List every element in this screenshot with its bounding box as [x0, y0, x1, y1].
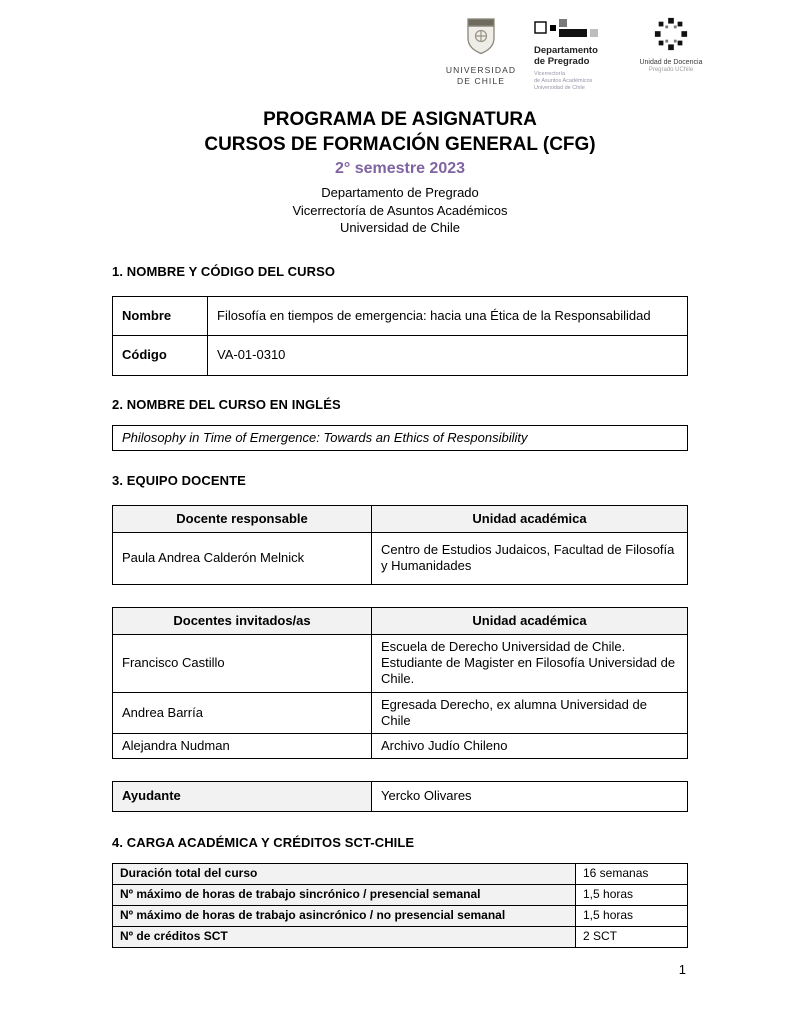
uchile-crest-icon	[464, 45, 498, 62]
course-code-value: VA-01-0310	[208, 336, 688, 375]
section-4-heading: 4. CARGA ACADÉMICA Y CRÉDITOS SCT-CHILE	[112, 834, 415, 850]
responsable-table	[112, 505, 688, 585]
ayudante-label: Ayudante	[113, 782, 372, 811]
english-course-name: Philosophy in Time of Emergence: Towards an Ethics of Responsibility	[113, 425, 688, 450]
docencia-logo	[629, 16, 713, 73]
table-header-row	[113, 607, 688, 634]
section-2-heading: 2. NOMBRE DEL CURSO EN INGLÉS	[112, 396, 341, 412]
credits-row-label: Nº máximo de horas de trabajo asincrónico / no presencial semanal	[113, 905, 576, 926]
table-row	[113, 336, 688, 375]
document-content	[112, 264, 688, 948]
table-row	[113, 926, 688, 947]
responsable-name: Paula Andrea Calderón Melnick	[113, 533, 372, 585]
semester-line: 2° semestre 2023	[334, 160, 466, 178]
invitado-name: Alejandra Nudman	[113, 734, 372, 759]
pregrado-blocks-icon	[534, 25, 600, 42]
table-row	[113, 782, 688, 811]
credits-row-value: 2 SCT	[576, 926, 688, 947]
uchile-logo-line1: UNIVERSIDAD	[445, 65, 517, 75]
pregrado-logo-title-line1: Departamento	[534, 45, 598, 56]
unidad-academica-header: Unidad académica	[372, 607, 688, 634]
credits-row-label: Nº de créditos SCT	[113, 926, 576, 947]
table-row	[113, 533, 688, 585]
document-title-line2: CURSOS DE FORMACIÓN GENERAL (CFG)	[204, 133, 596, 155]
docencia-logo-line2: Pregrado UChile	[648, 67, 694, 73]
course-name-label: Nombre	[113, 297, 208, 336]
table-row	[113, 734, 688, 759]
uchile-logo-line2: DE CHILE	[456, 76, 505, 87]
pregrado-logo	[534, 16, 616, 92]
table-row	[113, 297, 688, 336]
invitados-header: Docentes invitados/as	[113, 607, 372, 634]
title-subline-universidad: Universidad de Chile	[340, 219, 460, 235]
title-subline-departamento: Departamento de Pregrado	[321, 185, 479, 201]
credits-row-label: Nº máximo de horas de trabajo sincrónico / presencial semanal	[113, 884, 576, 905]
section-1-heading: 1. NOMBRE Y CÓDIGO DEL CURSO	[112, 264, 336, 279]
title-sublines	[0, 184, 800, 235]
responsable-unidad: Centro de Estudios Judaicos, Facultad de Filosofía y Humanidades	[372, 533, 688, 585]
course-name-value: Filosofía en tiempos de emergencia: hacia una Ética de la Responsabilidad	[208, 297, 688, 336]
unidad-academica-header: Unidad académica	[372, 505, 688, 532]
course-name-code-table	[112, 296, 688, 376]
header-logos	[441, 16, 713, 92]
credits-row-value: 1,5 horas	[576, 905, 688, 926]
docencia-pinwheel-icon	[653, 39, 689, 56]
pregrado-logo-sub-line3: Universidad de Chile	[534, 85, 585, 92]
table-row	[113, 884, 688, 905]
invitado-unidad: Egresada Derecho, ex alumna Universidad de Chile	[372, 692, 688, 734]
english-name-table	[112, 425, 688, 451]
uchile-logo	[441, 16, 521, 87]
document-title-line1: PROGRAMA DE ASIGNATURA	[263, 109, 537, 130]
invitados-table	[112, 607, 688, 760]
responsable-header: Docente responsable	[113, 505, 372, 532]
credits-row-label: Duración total del curso	[113, 863, 576, 884]
section-3-heading: 3. EQUIPO DOCENTE	[112, 472, 246, 488]
table-row	[113, 425, 688, 450]
page-number: 1	[678, 962, 686, 977]
table-row	[113, 634, 688, 692]
credits-table	[112, 863, 688, 948]
table-header-row	[113, 505, 688, 532]
pregrado-logo-sub-line2: de Asuntos Académicos	[534, 77, 593, 84]
pregrado-logo-title-line2: de Pregrado	[534, 55, 590, 67]
course-code-label: Código	[113, 336, 208, 375]
docencia-logo-line1: Unidad de Docencia	[639, 59, 703, 66]
table-row	[113, 692, 688, 734]
title-block	[0, 108, 800, 236]
pregrado-logo-sub-line1: Vicerrectoría	[534, 70, 566, 77]
invitado-unidad: Archivo Judío Chileno	[372, 734, 688, 759]
invitado-name: Francisco Castillo	[113, 634, 372, 692]
table-row	[113, 905, 688, 926]
credits-row-value: 16 semanas	[576, 863, 688, 884]
invitado-name: Andrea Barría	[113, 692, 372, 734]
table-row	[113, 863, 688, 884]
invitado-unidad: Escuela de Derecho Universidad de Chile. Estudiante de Magister en Filosofía Universidad de Chile.	[372, 634, 688, 692]
ayudante-table	[112, 781, 688, 811]
title-subline-vicerrectoria: Vicerrectoría de Asuntos Académicos	[292, 202, 508, 218]
ayudante-name: Yercko Olivares	[372, 782, 688, 811]
credits-row-value: 1,5 horas	[576, 884, 688, 905]
